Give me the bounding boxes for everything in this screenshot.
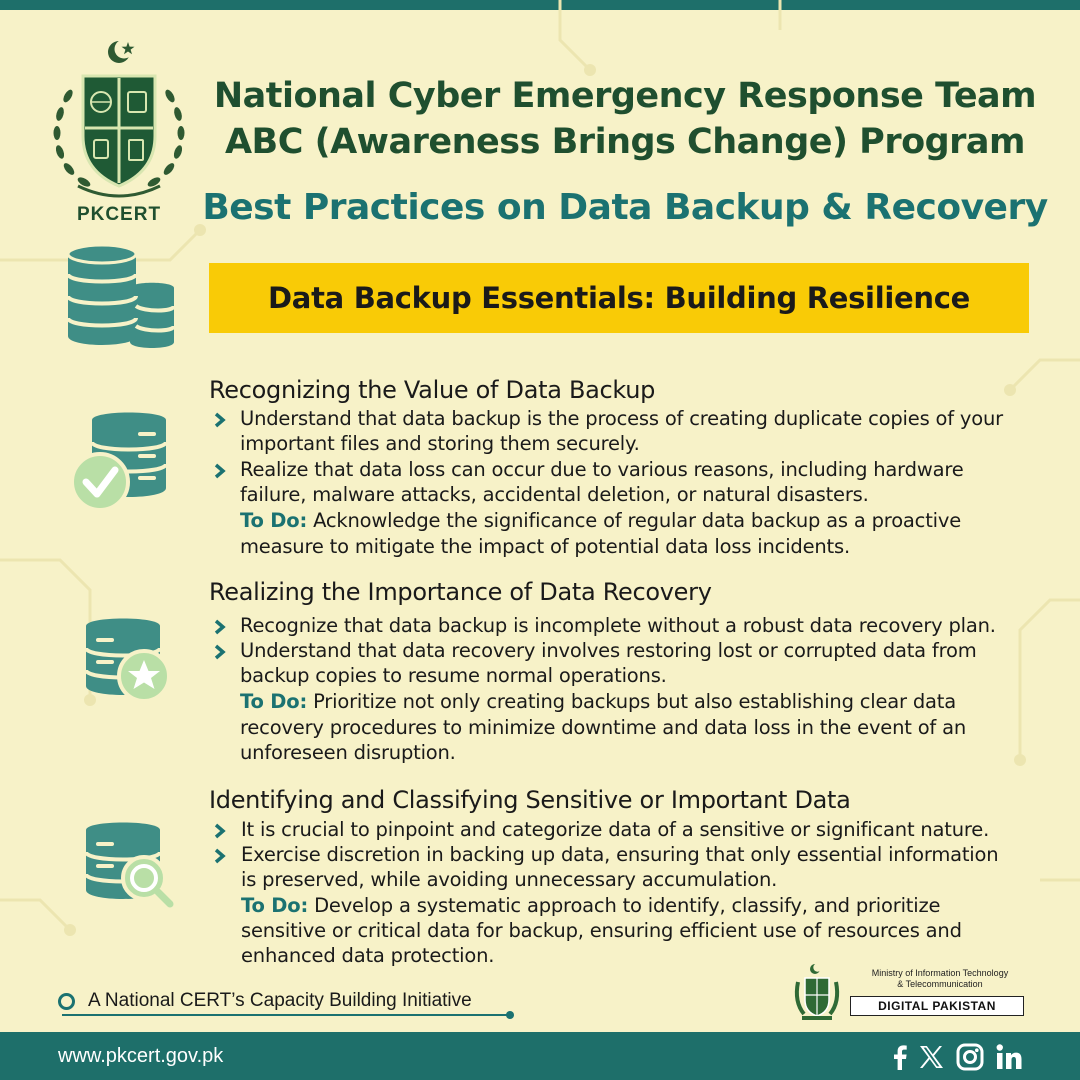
chevron-right-icon xyxy=(212,619,228,635)
linkedin-icon[interactable] xyxy=(994,1042,1024,1072)
tagline-end-dot xyxy=(506,1011,514,1019)
section-title: Identifying and Classifying Sensitive or Important Data xyxy=(209,786,851,814)
instagram-icon[interactable] xyxy=(955,1042,985,1072)
todo-line: measure to mitigate the impact of potential data loss incidents. xyxy=(240,535,850,558)
todo-text: Develop a systematic approach to identify, classify, and prioritize xyxy=(314,894,941,917)
todo-label: To Do: xyxy=(240,509,308,532)
banner-text: Data Backup Essentials: Building Resilience xyxy=(268,281,970,315)
facebook-icon[interactable] xyxy=(890,1042,910,1072)
bullet-line: It is crucial to pinpoint and categorize data of a sensitive or significant nature. xyxy=(241,818,990,841)
ministry-line: & Telecommunication xyxy=(897,979,983,989)
section-banner xyxy=(209,263,1029,333)
ministry-line: Ministry of Information Technology xyxy=(871,968,1009,978)
chevron-right-icon xyxy=(212,823,228,839)
website-link[interactable]: www.pkcert.gov.pk xyxy=(58,1045,224,1067)
logo-text: PKCERT xyxy=(76,204,162,225)
footer-tagline: A National CERT’s Capacity Building Initiative xyxy=(88,990,472,1011)
bullet-line: Realize that data loss can occur due to various reasons, including hardware xyxy=(240,458,964,481)
todo-line: enhanced data protection. xyxy=(241,944,495,967)
todo-line: sensitive or critical data for backup, ensuring efficient use of resources and xyxy=(241,919,962,942)
tagline-dot-icon xyxy=(58,993,75,1010)
bullet-line: important files and storing them securely. xyxy=(240,432,640,455)
section-title: Realizing the Importance of Data Recovery xyxy=(209,578,712,606)
bullet-line: Exercise discretion in backing up data, ensuring that only essential information xyxy=(241,843,999,866)
chevron-right-icon xyxy=(212,412,228,428)
todo-text: Prioritize not only creating backups but also establishing clear data xyxy=(313,690,956,713)
bullet-line: Understand that data backup is the process of creating duplicate copies of your xyxy=(240,407,1003,430)
database-star-icon xyxy=(84,614,174,704)
bullet-line: Recognize that data backup is incomplete without a robust data recovery plan. xyxy=(240,614,996,637)
bullet-line: backup copies to resume normal operations. xyxy=(240,664,667,687)
ministry-name xyxy=(852,968,1028,990)
todo-line xyxy=(240,508,961,534)
page-title: National Cyber Emergency Response Team xyxy=(213,76,1037,116)
todo-label: To Do: xyxy=(241,894,309,917)
todo-text: Acknowledge the significance of regular data backup as a proactive xyxy=(313,509,961,532)
pkcert-logo xyxy=(38,36,200,232)
todo-line: unforeseen disruption. xyxy=(240,741,456,764)
state-emblem-icon xyxy=(790,962,844,1022)
page-subtitle: Best Practices on Data Backup & Recovery xyxy=(202,187,1048,228)
todo-label: To Do: xyxy=(240,690,308,713)
chevron-right-icon xyxy=(212,848,228,864)
program-title: ABC (Awareness Brings Change) Program xyxy=(224,122,1026,162)
todo-line xyxy=(241,893,940,919)
todo-line: recovery procedures to minimize downtime and data loss in the event of an xyxy=(240,716,966,739)
digital-pakistan-badge: DIGITAL PAKISTAN xyxy=(850,996,1024,1016)
database-stack-icon xyxy=(66,244,176,352)
x-icon[interactable] xyxy=(918,1042,944,1072)
pkcert-emblem-icon xyxy=(38,36,200,202)
chevron-right-icon xyxy=(212,644,228,660)
bullet-line: is preserved, while avoiding unnecessary accumulation. xyxy=(241,868,778,891)
chevron-right-icon xyxy=(212,463,228,479)
bullet-line: Understand that data recovery involves restoring lost or corrupted data from xyxy=(240,639,977,662)
todo-line xyxy=(240,689,956,715)
database-check-icon xyxy=(70,408,170,512)
tagline-underline xyxy=(62,1014,512,1016)
section-title: Recognizing the Value of Data Backup xyxy=(209,376,656,404)
bullet-line: failure, malware attacks, accidental deletion, or natural disasters. xyxy=(240,483,869,506)
database-search-icon xyxy=(84,818,174,910)
